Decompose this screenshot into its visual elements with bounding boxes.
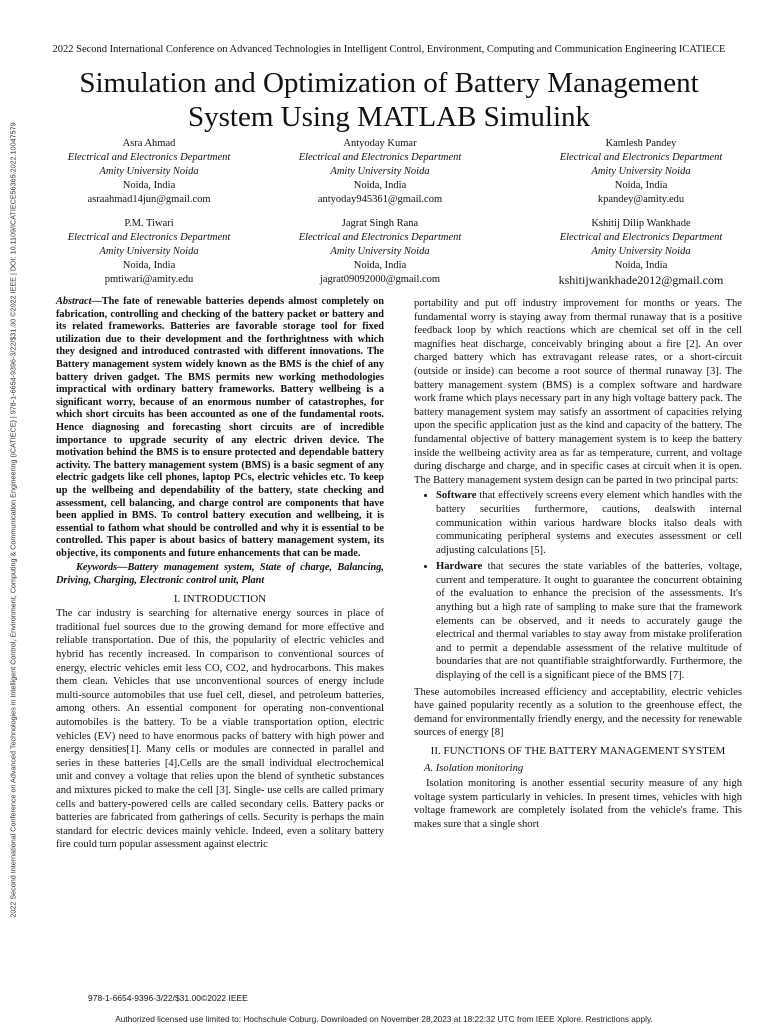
author-dept: Electrical and Electronics Department <box>67 152 231 163</box>
author-email[interactable]: jagrat09092000@gmail.com <box>319 274 441 285</box>
subsection-heading: A. Isolation monitoring <box>424 762 524 774</box>
keywords: Keywords—Battery management system, State of charge, Balancing, Driving, Charging, Electronic control unit, Plant <box>56 562 384 587</box>
abstract-label: Abstract <box>56 296 92 307</box>
author-block <box>34 137 264 207</box>
body-paragraph: portability and put off industry improvement for months or years. The fundamental worry is staying away from thermal runaway that is a positive feedback loop by which reactions which are chemical set off in the cell magnifies heat discharge, conceivably bringing about a fire [2]. An over charged battery which has extravagant release rates, or a short-circuit (outside or inside) can become a root source of thermal runaway [3]. The battery management system (BMS) is a complex software and hardware work frame which plays necessary part in any high voltage battery pack. The battery management system may satisfy an assortment of capacities relying upon the specific application just as the kind and capacity of the battery. The fundamental objective of battery management system is to keep the battery inside the wellbeing activity area as far as temperature, current, and voltage during discharge and charge, and in specific cases at circuit when it is open. The Battery management system design can be parted in two principal parts: <box>414 298 742 486</box>
author-name: Jagrat Singh Rana <box>341 218 419 229</box>
author-dept: Electrical and Electronics Department <box>298 232 462 243</box>
author-block <box>526 217 756 287</box>
list-item <box>436 489 742 557</box>
title-line-1: Simulation and Optimization of Battery Management <box>79 67 699 99</box>
list-item-text: that effectively screens every element which handles with the battery securities furthermore, cautions, dealswith internal communication within various hardware blocks italso deals with communicating peripheral systems and executes assessment or cell adjusting calculations [5]. <box>436 490 742 556</box>
author-block <box>526 137 756 207</box>
abstract <box>56 296 384 560</box>
body-paragraph: Isolation monitoring is another essential security measure of any high voltage system particularly in vehicles. In present times, vehicles with high voltage framework are completely isolated from the vehicle's frame. This makes sure that a single short <box>414 778 742 830</box>
author-name: Kamlesh Pandey <box>605 138 677 149</box>
author-name: Asra Ahmad <box>122 138 176 149</box>
author-university: Amity University Noida <box>330 246 430 257</box>
list-item-text: that secures the state variables of the batteries, voltage, current and temperature. It ought to guarantee the concurrent obtaining of the evaluation to enhance the precision of the assessments. It's anything but a high rate of sampling to make sure that the framework elements can be observed, and it needs to accurately gauge the electrical and thermal variables to stay away from mistake proliferation and to permit a dependable assessment of the relative multitude of boundaries that are not quantifiable straightforwardly. Furthermore, the displaying of the cell is a significant piece of the BMS [7]. <box>436 561 742 682</box>
intro-paragraph: The car industry is searching for alternative energy sources in place of traditional fuel sources due to the growing demand for more effective and reliable transportation. Due of this, the popularity of electric vehicles and hybrid has recently increased. In comparison to conventional sources of energy, electric vehicles emit less CO, CO2, and hydrocarbons. This makes them clean. Vehicles that use unconventional sources of energy include multi-source automobiles that use fuel cell, diesel, and petroleum batteries, among others. An essential component for operating non-conventional automobiles is the battery. To be a viable transportation option, electric vehicles (EV) need to have enormous packs of battery with high power and energy densities[1]. Many cells or modules are connected in parallel and series in these batteries [4].Cells are the small individual electrochemical unit and convey a voltage that relies upon the blend of synthetic substances and mixtures picked to make the cell [3]. Single- use cells are called primary cells and battery-powered cells are called secondary cells. Battery packs or batteries are fabricated from gatherings of cells. Security is perhaps the main standard for electric devices mainly vehicle. Indeed, even a solitary battery fire could turn popular assessment against electric <box>56 608 384 851</box>
title-line-2: System Using MATLAB Simulink <box>187 101 591 133</box>
author-university: Amity University Noida <box>591 166 691 177</box>
author-city: Noida, India <box>614 180 668 191</box>
author-city: Noida, India <box>614 260 668 271</box>
author-city: Noida, India <box>122 260 176 271</box>
right-column <box>414 297 742 832</box>
bms-parts-list <box>414 489 742 682</box>
section-heading-introduction: I. INTRODUCTION <box>173 592 267 605</box>
author-name: P.M. Tiwari <box>124 218 174 229</box>
author-dept: Electrical and Electronics Department <box>298 152 462 163</box>
author-dept: Electrical and Electronics Department <box>559 232 723 243</box>
author-name: Antyoday Kumar <box>343 138 417 149</box>
author-email[interactable]: pmtiwari@amity.edu <box>104 274 194 285</box>
author-block <box>265 137 495 207</box>
left-column <box>56 296 384 852</box>
author-dept: Electrical and Electronics Department <box>67 232 231 243</box>
author-email[interactable]: kpandey@amity.edu <box>597 194 685 205</box>
paper-title <box>30 66 748 134</box>
list-item <box>436 560 742 682</box>
doi-sidebar <box>6 40 20 1000</box>
author-university: Amity University Noida <box>591 246 691 257</box>
author-dept: Electrical and Electronics Department <box>559 152 723 163</box>
author-city: Noida, India <box>353 180 407 191</box>
author-university: Amity University Noida <box>99 166 199 177</box>
license-footer: Authorized licensed use limited to: Hochschule Coburg. Downloaded on November 28,2023 at 18:22:32 UTC from IEEE Xplore. Restrictions apply. <box>115 1014 653 1024</box>
conference-header: 2022 Second International Conference on Advanced Technologies in Intelligent Control, Environment, Computing and Communication Engineering ICATIECE <box>52 44 726 55</box>
author-city: Noida, India <box>353 260 407 271</box>
author-university: Amity University Noida <box>330 166 430 177</box>
author-email[interactable]: kshitijwankhade2012@gmail.com <box>558 273 724 287</box>
author-block <box>34 217 264 287</box>
author-email[interactable]: asraahmad14jun@gmail.com <box>87 194 211 205</box>
doi-sidebar-text: 2022 Second International Conference on Advanced Technologies in Intelligent Control, Environment, Computing & Communication Engineering (ICATIECE) | 978-1-6654-9396-3/22/$31.00 ©2022 IEEE | DOI: 10.1109/ICATIECE56365.2022.10047579 <box>8 122 18 918</box>
body-paragraph: These automobiles increased efficiency and acceptability, electric vehicles have gained popularity recently as a solution to the greenhouse effect, the demand for environmentally friendly energy, and the necessity for renewable sources of energy [8] <box>414 686 742 739</box>
list-item-term: Software <box>436 490 477 502</box>
author-email[interactable]: antyoday945361@gmail.com <box>317 194 443 205</box>
author-university: Amity University Noida <box>99 246 199 257</box>
author-name: Kshitij Dilip Wankhade <box>591 218 691 229</box>
abstract-text: —The fate of renewable batteries depends almost completely on fabrication, controlling and checking of the battery packet or battery and its related frameworks. Batteries are favorable storage tool for fixed utilization due to their development and the forthrightness with which they designed and introduced contrasted with different innovations. The Battery management system widely known as the BMS is the chief of any battery driven gadget. The BMS permits new working methodologies impractical with ordinary battery frameworks. Battery wellbeing is a significant worry, because of an enormous number of catastrophes, for which short circuits has been accounted as one of the fundamental roots. Hence diagnosing and forecasting short circuits are of incredible importance to upgrade security of any electric driven device. The motivation behind the BMS is to ensure protected and dependable battery activity. The battery management system (BMS) is a basic segment of any electric gadgets like cell phones, laptop PCs, electric vehicles etc. To keep up the wellbeing and dependability of the battery, state checking and assessment, cell balancing, and charge control are components that have been applied in BMS. To control battery execution and wellbeing, it is essential to fathom what should be controlled and why it is essential to be controlled. This paper is about basics of battery management system, its objective, its components and future enhancements that can be made. <box>56 296 384 559</box>
copyright-notice: 978-1-6654-9396-3/22/$31.00©2022 IEEE <box>88 993 248 1003</box>
author-city: Noida, India <box>122 180 176 191</box>
list-item-term: Hardware <box>436 561 483 573</box>
section-heading-functions: II. FUNCTIONS OF THE BATTERY MANAGEMENT SYSTEM <box>430 745 726 757</box>
author-block <box>265 217 495 287</box>
